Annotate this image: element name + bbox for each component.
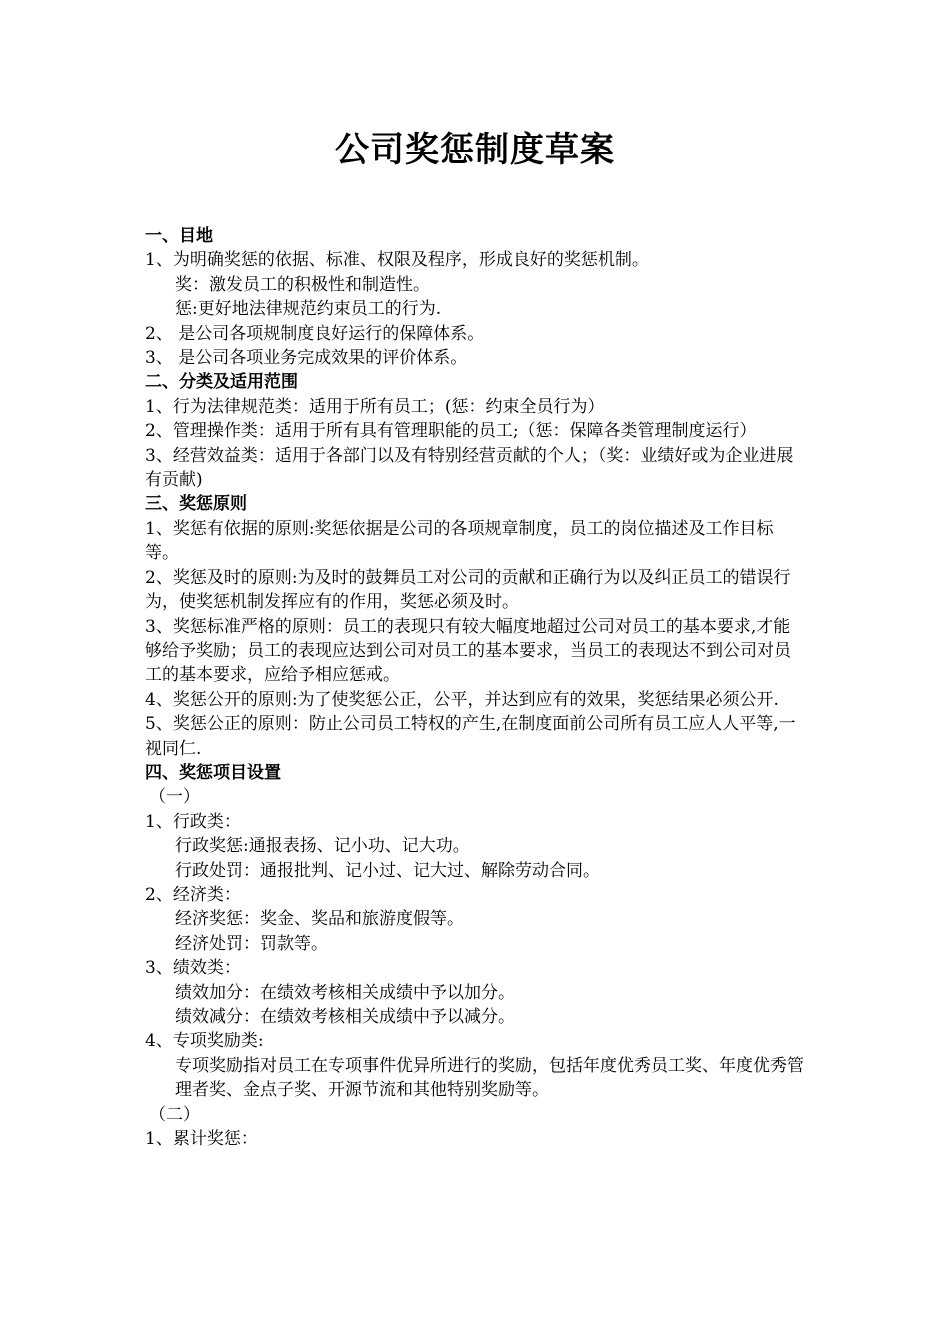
- paragraph-reward: 奖：激发员工的积极性和制造性。: [175, 274, 430, 295]
- paragraph: 2、奖惩及时的原则:为及时的鼓舞员工对公司的贡献和正确行为以及纠正员工的错误行为，使奖惩机制发挥应有的作用，奖惩必须及时。: [145, 567, 791, 613]
- paragraph: 1、奖惩有依据的原则:奖惩依据是公司的各项规章制度，员工的岗位描述及工作目标等。: [145, 518, 774, 564]
- category-item: 1、累计奖惩：: [145, 1129, 258, 1150]
- category-detail: 绩效加分：在绩效考核相关成绩中予以加分。: [175, 982, 515, 1003]
- category-detail: 行政奖惩:通报表扬、记小功、记大功。: [175, 836, 470, 857]
- document-body: [145, 224, 807, 1151]
- section-heading-scope: 二、分类及适用范围: [145, 372, 298, 393]
- category-detail: 绩效减分：在绩效考核相关成绩中予以减分。: [175, 1007, 515, 1027]
- section-heading-principles: 三、奖惩原则: [145, 494, 247, 515]
- document-title: 公司奖惩制度草案: [335, 130, 615, 170]
- paragraph: 3、经营效益类：适用于各部门以及有特别经营贡献的个人；（奖：业绩好或为企业进展有贡献): [145, 445, 794, 491]
- paragraph-punishment: 惩:更好地法律规范约束员工的行为.: [175, 299, 442, 320]
- group-label: （二）: [149, 1104, 200, 1125]
- paragraph: 3、 是公司各项业务完成效果的评价体系。: [145, 348, 468, 369]
- category-detail: 行政处罚：通报批判、记小过、记大过、解除劳动合同。: [175, 860, 600, 881]
- category-detail: 经济奖惩：奖金、奖品和旅游度假等。: [175, 909, 464, 930]
- paragraph: 2、 是公司各项规制度良好运行的保障体系。: [145, 323, 485, 344]
- category-item: 3、绩效类：: [145, 958, 241, 979]
- paragraph: 5、奖惩公正的原则：防止公司员工特权的产生,在制度面前公司所有员工应人人平等,一视同仁.: [145, 714, 796, 759]
- paragraph: 2、管理操作类：适用于所有具有管理职能的员工;（惩：保障各类管理制度运行）: [145, 421, 757, 442]
- category-item: 2、经济类：: [145, 884, 241, 905]
- paragraph: 1、为明确奖惩的依据、标准、权限及程序，形成良好的奖惩机制。: [145, 250, 649, 271]
- category-detail: 经济处罚：罚款等。: [175, 933, 328, 954]
- category-item: 4、专项奖励类:: [145, 1031, 264, 1052]
- category-item: 1、行政类：: [145, 811, 241, 832]
- paragraph: 3、奖惩标准严格的原则：员工的表现只有较大幅度地超过公司对员工的基本要求,才能够给予奖励；员工的表现应达到公司对员工的基本要求，当员工的表现达不到公司对员工的基本要求，应给予相应惩戒。: [145, 616, 791, 686]
- section-heading-purpose: 一、目地: [145, 226, 213, 246]
- group-label: （一）: [149, 787, 200, 808]
- section-heading-items: 四、奖惩项目设置: [145, 762, 281, 783]
- paragraph: 4、奖惩公开的原则:为了使奖惩公正，公平，并达到应有的效果，奖惩结果必须公开.: [145, 689, 779, 710]
- category-detail: 专项奖励指对员工在专项事件优异所进行的奖励，包括年度优秀员工奖、年度优秀管理者奖、金点子奖、开源节流和其他特别奖励等。: [175, 1055, 804, 1101]
- paragraph: 1、行为法律规范类：适用于所有员工；(惩：约束全员行为）: [145, 396, 605, 417]
